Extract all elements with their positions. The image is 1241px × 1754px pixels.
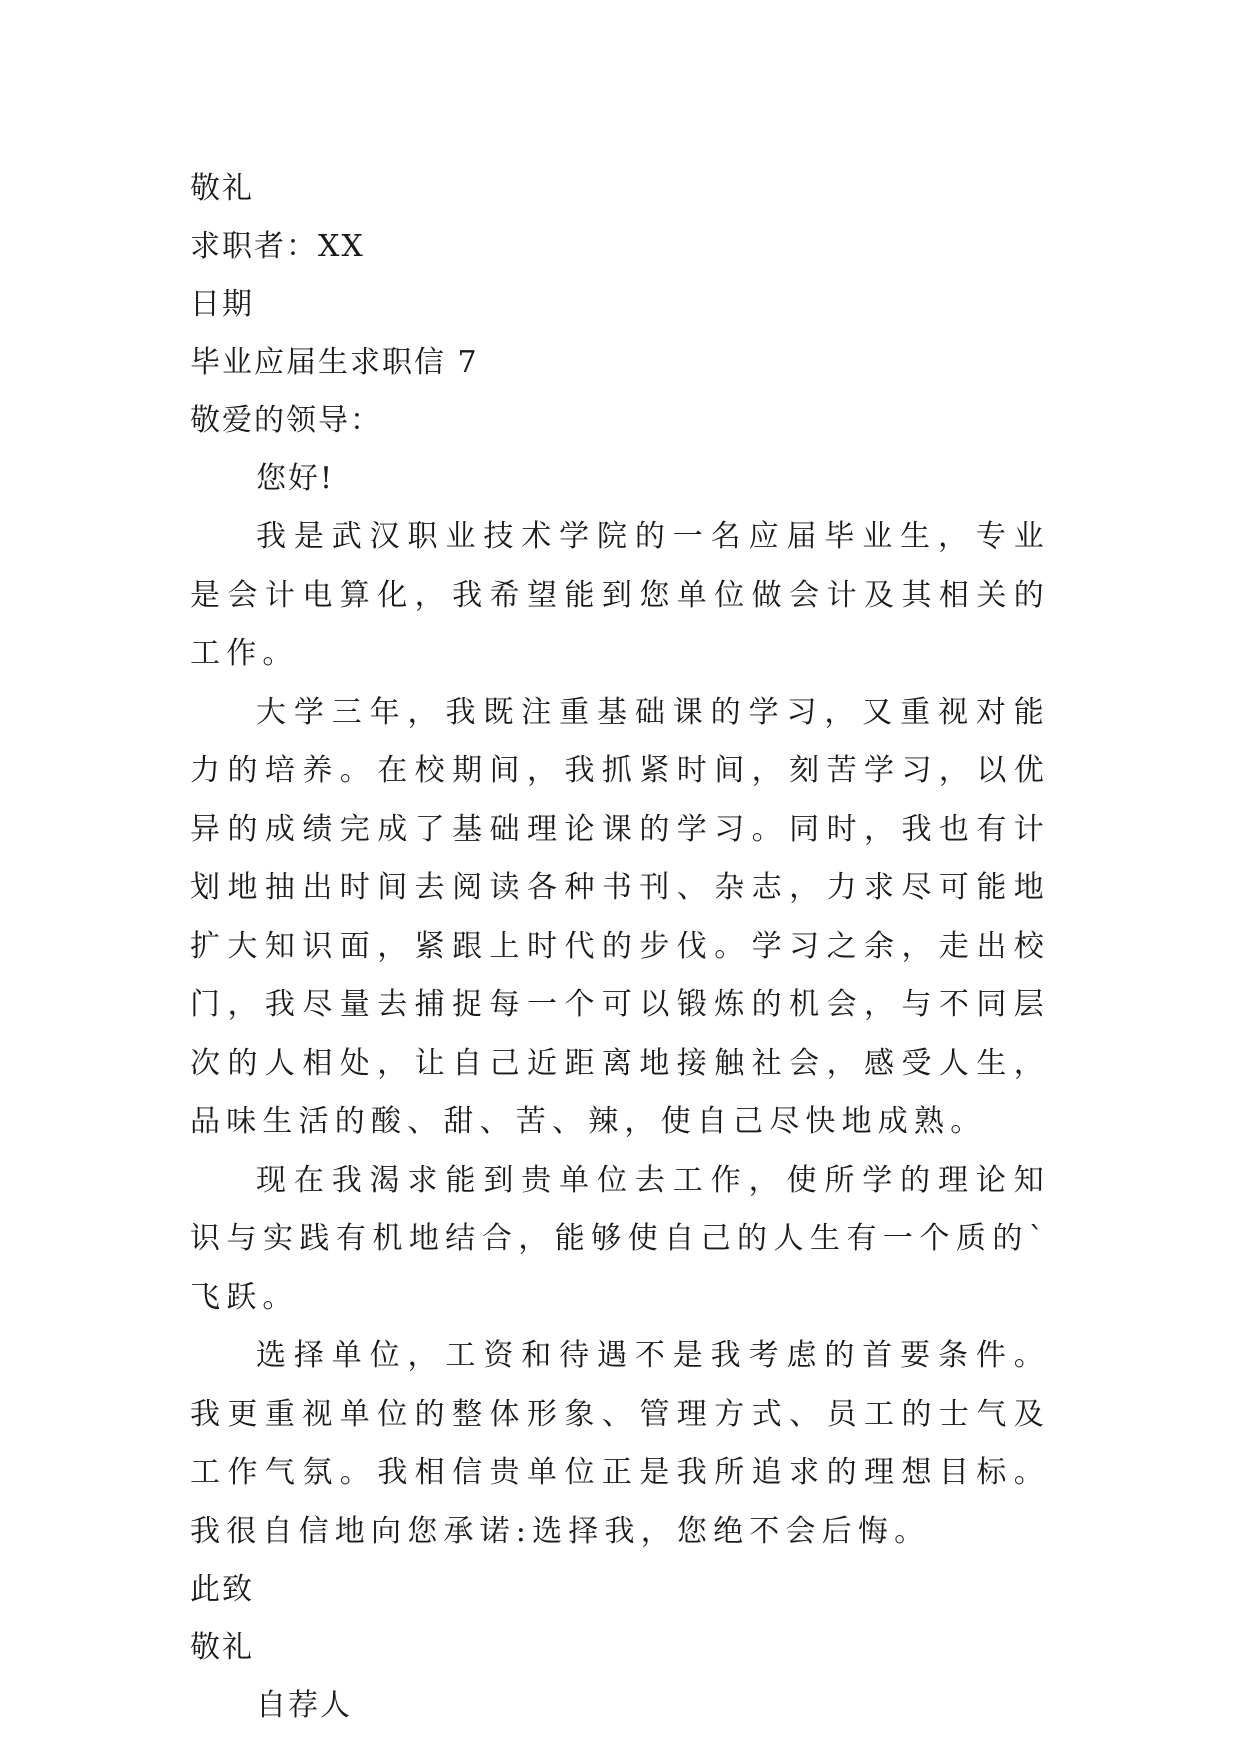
paragraph-choice: 选择单位，工资和待遇不是我考虑的首要条件。我更重视单位的整体形象、管理方式、员工的士气及工作气氛。我相信贵单位正是我所追求的理想目标。我很自信地向您承诺:选择我，您绝不会后悔。 (190, 1338, 1050, 1549)
applicant-line: 求职者：XX (190, 229, 365, 264)
closing-2: 敬礼 (190, 1630, 254, 1665)
paragraph-aspiration: 现在我渴求能到贵单位去工作，使所学的理论知识与实践有机地结合，能够使自己的人生有一个质的`飞跃。 (190, 1162, 1050, 1315)
salute-top: 敬礼 (190, 171, 254, 206)
greeting: 敬爱的领导： (190, 403, 382, 438)
hello-line: 您好! (256, 461, 335, 496)
document-page (190, 160, 1050, 1735)
paragraph-study: 大学三年，我既注重基础课的学习，又重视对能力的培养。在校期间，我抓紧时间，刻苦学习，以优异的成绩完成了基础理论课的学习。同时，我也有计划地抽出时间去阅读各种书刊、杂志，力求尽可能地扩大知识面，紧跟上时代的步伐。学习之余，走出校门，我尽量去捕捉每一个可以锻炼的机会，与不同层次的人相处，让自己近距离地接触社会，感受人生，品味生活的酸、甜、苦、辣，使自己尽快地成熟。 (190, 694, 1050, 1139)
date-line: 日期 (190, 287, 254, 322)
closing-1: 此致 (190, 1572, 254, 1607)
paragraph-intro: 我是武汉职业技术学院的一名应届毕业生，专业是会计电算化，我希望能到您单位做会计及其相关的工作。 (190, 519, 1050, 671)
letter-title: 毕业应届生求职信 7 (190, 345, 479, 380)
signature: 自荐人 (256, 1688, 352, 1723)
